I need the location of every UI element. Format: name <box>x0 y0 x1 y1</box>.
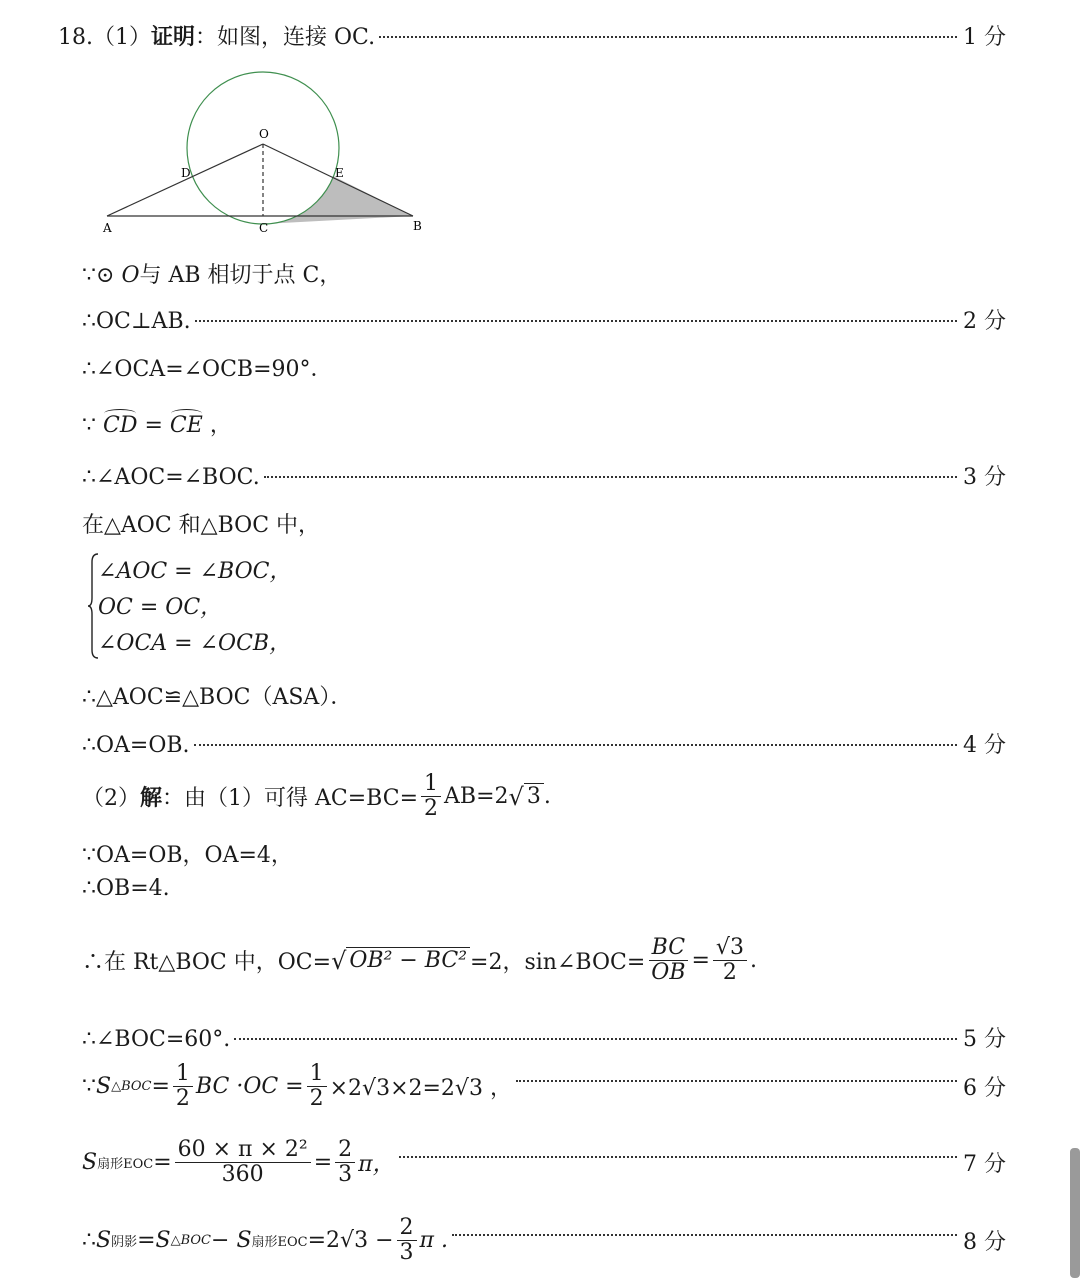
sqrt-difference: √ OB² − BC² <box>331 947 470 975</box>
proof-line-4: ∵ CD = CE ， <box>82 413 232 438</box>
label-o: O <box>259 127 269 141</box>
leader-dots <box>195 320 957 322</box>
proof-line-1: ∵⊙ O与 AB 相切于点 C， <box>82 263 342 288</box>
leader-dots <box>379 36 957 38</box>
leader-dots <box>264 476 957 478</box>
fraction-sector-area: $\frac{\text{60 × π × 2²}}{360}$ <box>175 1138 311 1187</box>
fraction-half-b: $\frac{1}{2}$ <box>307 1062 327 1111</box>
proof-line-3: ∴∠OCA=∠OCB=90°． <box>82 357 333 382</box>
solution-line-2: ∵OA=OB，OA=4， <box>82 843 293 868</box>
sqrt-3: √ 3 <box>509 783 544 811</box>
leader-dots <box>399 1156 957 1158</box>
system-row-1: ∠AOC = ∠BOC， <box>98 559 292 584</box>
segment-oa <box>107 144 263 216</box>
arc-cd: CD <box>103 413 138 438</box>
fraction-bc-ob: $\frac{BC}{OB}$ <box>648 936 688 985</box>
fraction-two-thirds-b: $\frac{2}{3}$ <box>397 1216 417 1265</box>
proof-line-6: 在△AOC 和△BOC 中， <box>82 513 321 538</box>
scrollbar[interactable] <box>1070 1148 1080 1278</box>
label-b: B <box>413 219 422 233</box>
shaded-region <box>263 175 413 224</box>
points-3: 3 分 <box>963 465 1006 490</box>
heading-text: 18.（1）证明：如图，连接 OC. <box>58 24 376 50</box>
system-row-3: ∠OCA = ∠OCB， <box>98 631 292 656</box>
proof-line-2: ∴OC⊥AB. 2 分 <box>82 304 1006 335</box>
points-1: 1 分 <box>963 25 1006 50</box>
points-7: 7 分 <box>963 1152 1006 1178</box>
leader-dots <box>234 1038 957 1040</box>
equation-system <box>88 552 388 660</box>
arc-ce: CE <box>169 413 203 438</box>
proof-line-5: ∴∠AOC=∠BOC. 3 分 <box>82 460 1006 491</box>
fraction-half: $\frac{1}{2}$ <box>421 772 441 821</box>
label-e: E <box>335 166 344 180</box>
solution-line-3: ∴OB=4. <box>82 876 170 901</box>
fraction-half-a: $\frac{1}{2}$ <box>173 1062 193 1111</box>
solution-line-8: ∴ S 阴影 =S △BOC − S 扇形EOC =2√3 − $\frac{2}{3}$ π . 8 分 <box>82 1215 1006 1266</box>
leader-dots <box>194 744 957 746</box>
solution-line-5: ∴∠BOC=60°. 5 分 <box>82 1022 1006 1053</box>
leader-dots <box>452 1234 957 1236</box>
leader-dots <box>516 1080 957 1082</box>
solution-line-6: ∵ S △BOC = $\frac{1}{2}$ BC ·OC = $\frac{1}{2}$ ×2√3×2=2√3 ， 6 分 <box>82 1061 1006 1112</box>
label-d: D <box>181 166 191 180</box>
points-4: 4 分 <box>963 733 1006 758</box>
points-2: 2 分 <box>963 309 1006 334</box>
solution-line-1: （2） 解 ：由（1）可得 AC=BC= $\frac{1}{2}$ AB=2 √ 3 . <box>82 771 551 822</box>
system-row-2: OC = OC， <box>98 595 223 620</box>
fraction-sqrt3-2: $\frac{√3}{2}$ <box>713 936 747 985</box>
proof-line-7: ∴△AOC≌△BOC（ASA）． <box>82 685 353 710</box>
points-5: 5 分 <box>963 1027 1006 1052</box>
points-8: 8 分 <box>963 1230 1006 1256</box>
solution-line-4: ∴在 Rt△BOC 中，OC= √ OB² − BC² =2，sin∠BOC= $\frac{BC}{OB}$ = $\frac{√3}{2}$ . <box>82 935 757 986</box>
fraction-two-thirds: $\frac{2}{3}$ <box>335 1138 355 1187</box>
label-a: A <box>103 221 112 235</box>
geometry-figure <box>95 70 435 240</box>
heading-line <box>58 20 1006 51</box>
proof-line-8: ∴OA=OB. 4 分 <box>82 728 1006 759</box>
points-6: 6 分 <box>963 1076 1006 1102</box>
solution-line-7: S 扇形EOC = $\frac{\text{60 × π × 2²}}{360}$ = $\frac{2}{3}$ π， 7 分 <box>82 1137 1006 1188</box>
label-c: C <box>259 221 269 235</box>
